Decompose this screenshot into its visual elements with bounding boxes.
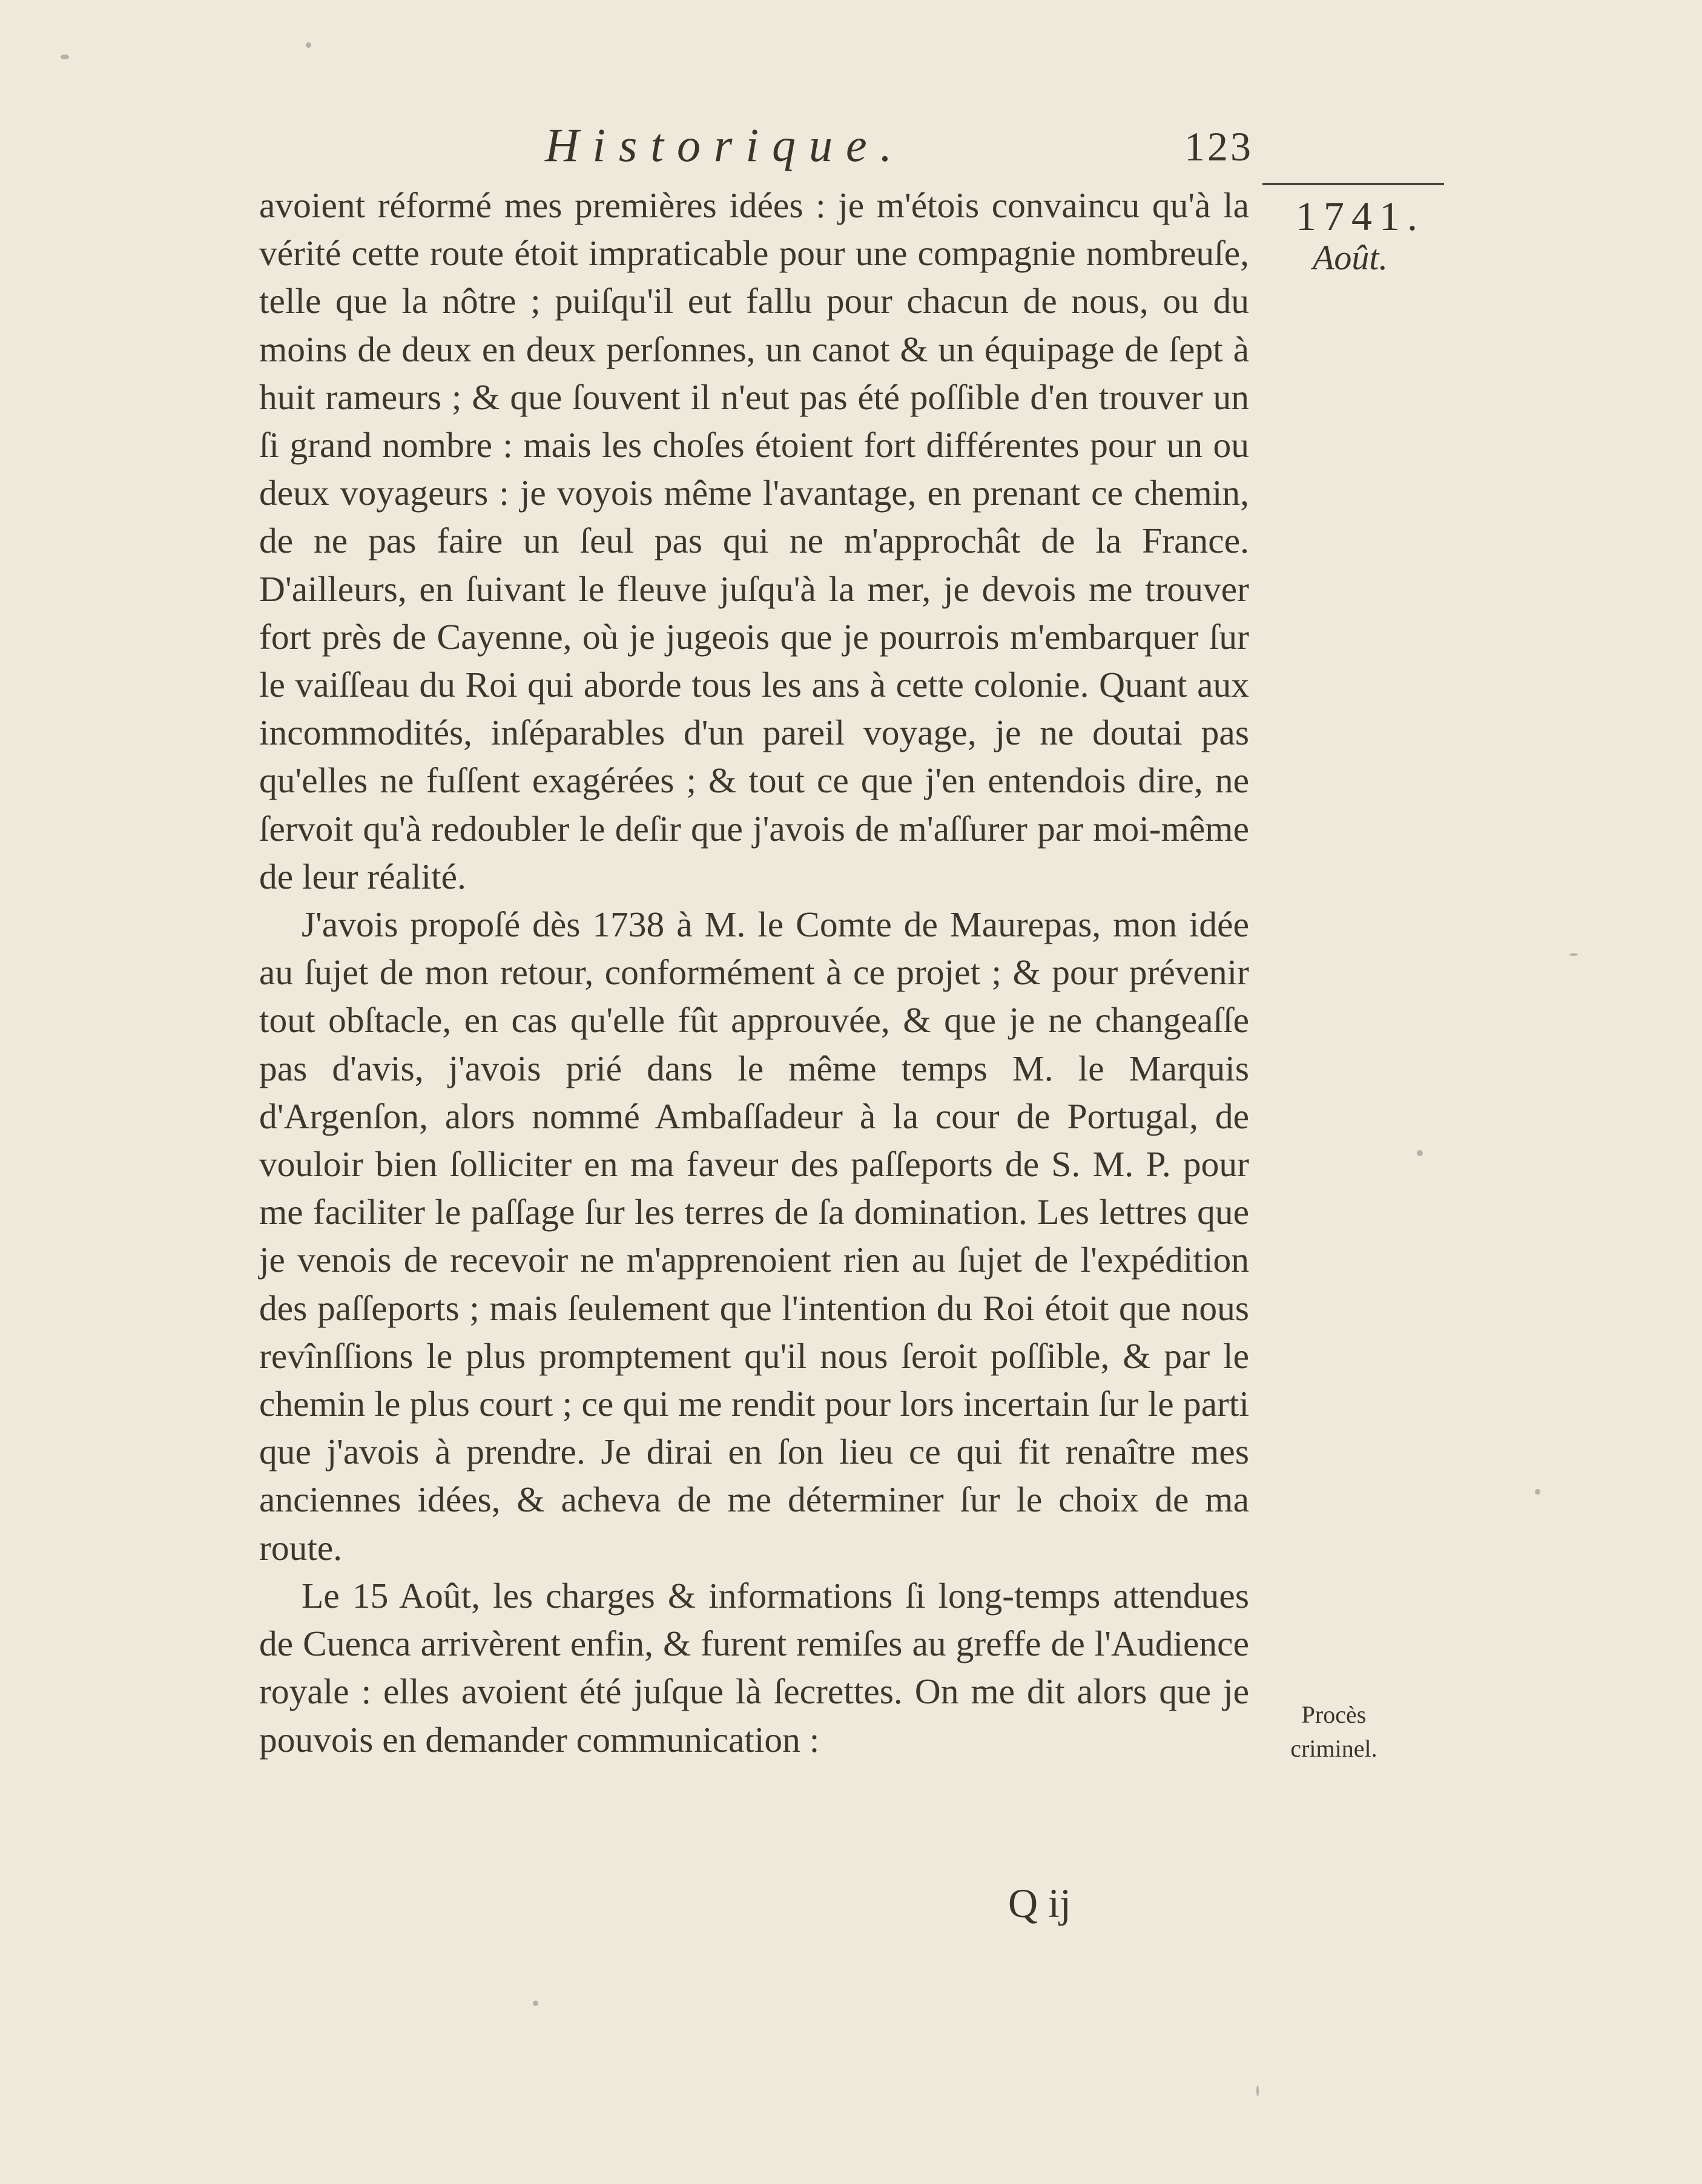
paper-speck [533, 2001, 538, 2006]
margin-rule [1262, 183, 1444, 185]
margin-month: Août. [1313, 238, 1388, 277]
paper-speck [1535, 1489, 1540, 1495]
signature-mark: Q ij [1008, 1880, 1071, 1926]
paragraph-2: J'avois propoſé dès 1738 à M. le Comte de Maurepas, mon idée au ſujet de mon retour, conformément à ce projet ; & pour prévenir tout obſtacle, en cas qu'elle fût approuvée, & que je ne changeaſſe pas d'avis, j'avois prié dans le même temps M. le Marquis d'Argenſon, alors nommé Ambaſſadeur à la cour de Portugal, de vouloir bien ſolliciter en ma faveur des paſſeports de S. M. P. pour me faciliter le paſſage ſur les terres de ſa domination. Les lettres que je venois de recevoir ne m'apprenoient rien au ſujet de l'expédition des paſſeports ; mais ſeulement que l'intention du Roi étoit que nous revînſſions le plus promptement qu'il nous ſeroit poſſible, & par le chemin le plus court ; ce qui me rendit pour lors incertain ſur le parti que j'avois à prendre. Je dirai en ſon lieu ce qui fit renaître mes anciennes idées, & acheva de me déterminer ſur le choix de ma route. [259, 904, 1249, 1568]
margin-year: 1741. [1296, 193, 1425, 239]
paper-speck [61, 54, 69, 59]
paper-speck [1569, 953, 1578, 956]
paper-speck [1256, 2085, 1259, 2096]
page-number: 123 [1184, 123, 1253, 169]
paragraph-3: Le 15 Août, les charges & informations ſi long-temps attendues de Cuenca arrivèrent enfin, & furent remiſes au greffe de l'Audience royale : elles avoient été juſque là ſecrettes. On me dit alors que je pouvois en demander communication : [259, 1575, 1249, 1760]
running-title: Historique. [545, 119, 906, 171]
paragraph-1: avoient réformé mes premières idées : je m'étois convaincu qu'à la vérité cette route étoit impraticable pour une compagnie nombreuſe, telle que la nôtre ; puiſqu'il eut fallu pour chacun de nous, ou du moins de deux en deux perſonnes, un canot & un équipage de ſept à huit rameurs ; & que ſouvent il n'eut pas été poſſible d'en trouver un ſi grand nombre : mais les choſes étoient fort différentes pour un ou deux voyageurs : je voyois même l'avantage, en prenant ce chemin, de ne pas faire un ſeul pas qui ne m'approchât de la France. D'ailleurs, en ſuivant le fleuve juſqu'à la mer, je devois me trouver fort près de Cayenne, où je jugeois que je pourrois m'embarquer ſur le vaiſſeau du Roi qui aborde tous les ans à cette colonie. Quant aux incommodités, inſéparables d'un pareil voyage, je ne doutai pas qu'elles ne fuſſent exagérées ; & tout ce que j'en entendois dire, ne ſervoit qu'à redoubler le deſir que j'avois de m'aſſurer par moi-même de leur réalité. [259, 185, 1249, 896]
paper-speck [306, 42, 311, 48]
margin-side-note: Procès criminel. [1290, 1701, 1377, 1762]
body-text [259, 182, 1249, 1764]
running-head [521, 118, 1253, 185]
paper-speck [1417, 1150, 1423, 1156]
